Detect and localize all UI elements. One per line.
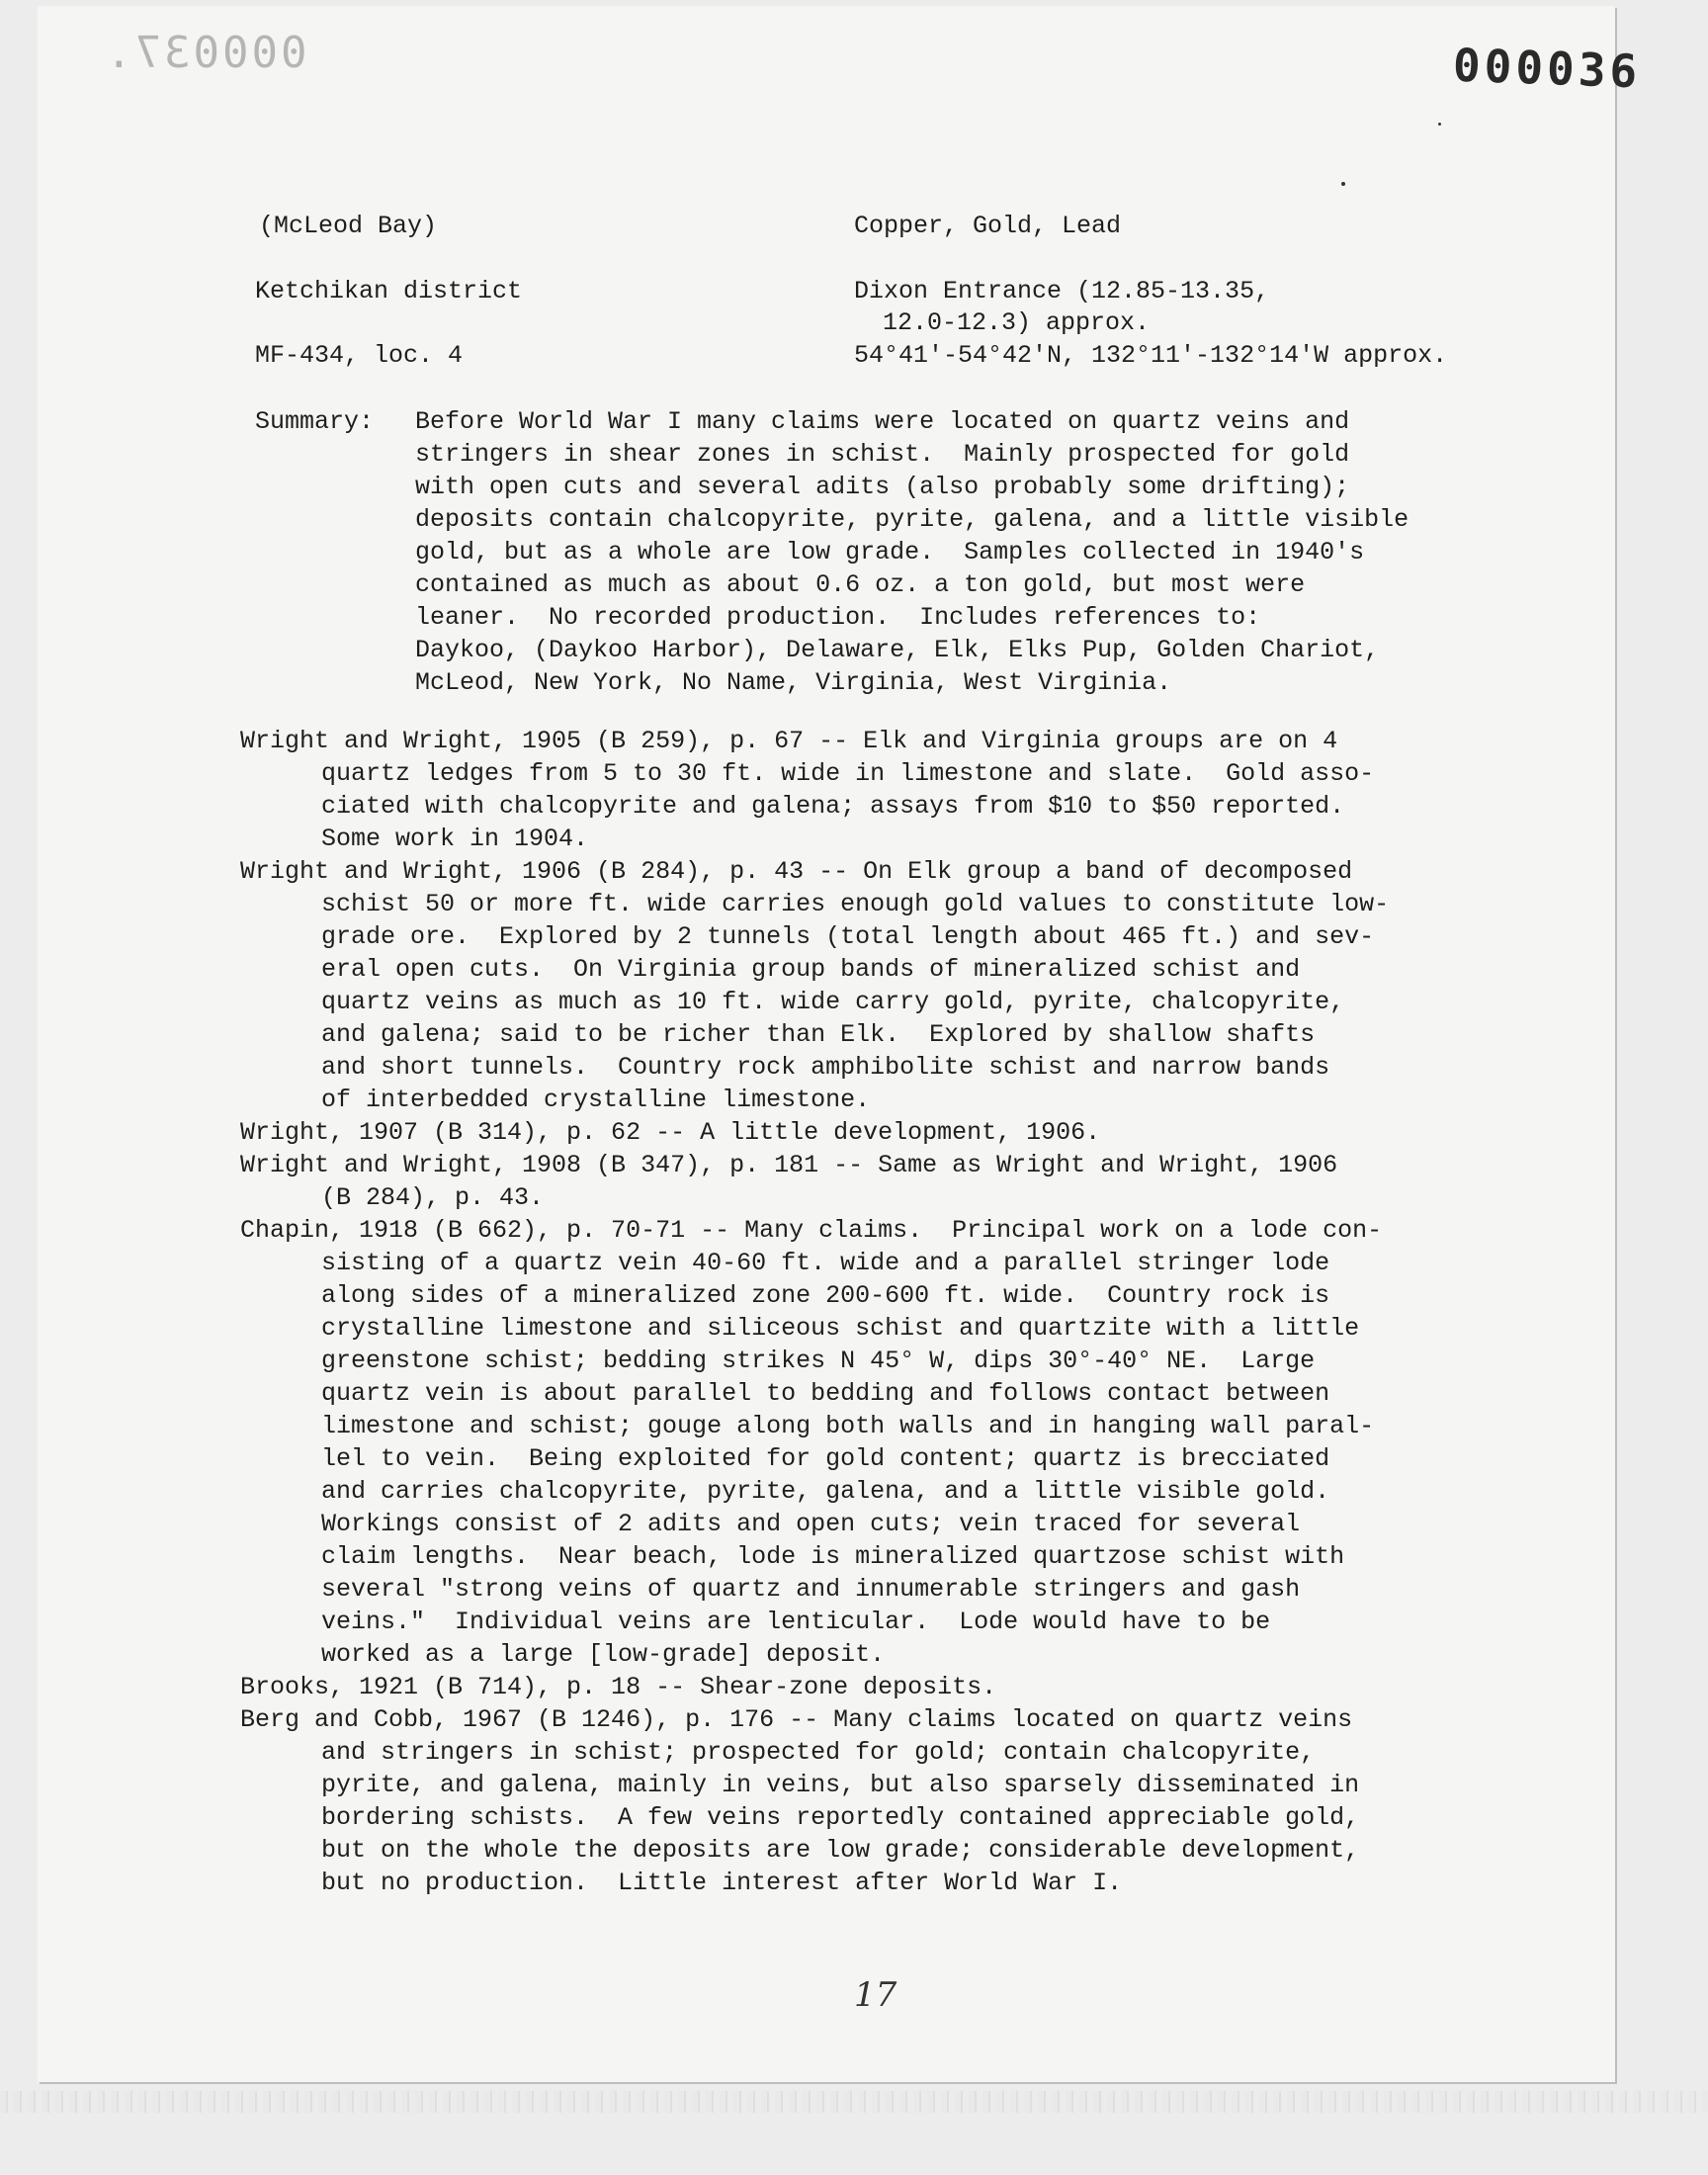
quadrangle-line-2: 12.0-12.3) approx.: [883, 308, 1151, 337]
summary-line: gold, but as a whole are low grade. Samples collected in 1940's: [415, 538, 1365, 566]
reference-entry: [240, 1703, 1525, 1899]
reference-line: sisting of a quartz vein 40-60 ft. wide and a parallel stringer lode: [321, 1249, 1330, 1277]
commodities: Copper, Gold, Lead: [854, 212, 1122, 240]
summary-text: [415, 405, 1512, 699]
reference-line: greenstone schist; bedding strikes N 45° W, dips 30°-40° NE. Large: [321, 1347, 1316, 1375]
reference-line: quartz veins as much as 10 ft. wide carry gold, pyrite, chalcopyrite,: [321, 988, 1345, 1016]
summary-label: Summary:: [255, 407, 375, 436]
reference-line: and galena; said to be richer than Elk. Explored by shallow shafts: [321, 1020, 1316, 1049]
reference-line: several "strong veins of quartz and innumerable stringers and gash: [321, 1575, 1301, 1604]
reference-line: worked as a large [low-grade] deposit.: [321, 1640, 886, 1669]
coordinates: 54°41'-54°42'N, 132°11'-132°14'W approx.: [854, 341, 1448, 370]
summary-line: deposits contain chalcopyrite, pyrite, galena, and a little visible: [415, 505, 1409, 534]
reference-entry: [240, 725, 1525, 855]
reference-entry: [240, 1149, 1525, 1214]
reference-line: grade ore. Explored by 2 tunnels (total length about 465 ft.) and sev-: [321, 922, 1375, 951]
summary-line: Daykoo, (Daykoo Harbor), Delaware, Elk, Elks Pup, Golden Chariot,: [415, 636, 1380, 664]
reference-line: claim lengths. Near beach, lode is mineralized quartzose schist with: [321, 1542, 1345, 1571]
reference-entry: [240, 1671, 1525, 1703]
reference-line: lel to vein. Being exploited for gold content; quartz is brecciated: [321, 1444, 1330, 1473]
reference-line: quartz ledges from 5 to 30 ft. wide in limestone and slate. Gold asso-: [321, 759, 1375, 788]
summary-line: contained as much as about 0.6 oz. a ton gold, but most were: [415, 570, 1306, 599]
summary-line: with open cuts and several adits (also probably some drifting);: [415, 473, 1350, 501]
reference-line: quartz vein is about parallel to bedding and follows contact between: [321, 1379, 1330, 1408]
reference-entry: [240, 1214, 1525, 1671]
reference-line: pyrite, and galena, mainly in veins, but also sparsely disseminated in: [321, 1771, 1360, 1799]
reference-line: and short tunnels. Country rock amphibolite schist and narrow bands: [321, 1053, 1330, 1082]
reference-citation: Wright, 1907 (B 314), p. 62 -- A little development, 1906.: [240, 1118, 1101, 1147]
reference-citation: Wright and Wright, 1905 (B 259), p. 67 -- Elk and Virginia groups are on 4: [240, 727, 1338, 755]
summary-line: Before World War I many claims were located on quartz veins and: [415, 407, 1350, 436]
reference-citation: Chapin, 1918 (B 662), p. 70-71 -- Many claims. Principal work on a lode con-: [240, 1216, 1383, 1245]
map-reference: MF-434, loc. 4: [255, 341, 464, 370]
reference-citation: Wright and Wright, 1908 (B 347), p. 181 -- Same as Wright and Wright, 1906: [240, 1151, 1338, 1179]
stamp-number: 000036: [1452, 38, 1643, 99]
reference-entry: [240, 1116, 1525, 1149]
reference-citation: Brooks, 1921 (B 714), p. 18 -- Shear-zone deposits.: [240, 1673, 997, 1701]
speck: [1341, 182, 1345, 186]
scan-edge: [0, 2091, 1708, 2113]
summary-line: McLeod, New York, No Name, Virginia, West Virginia.: [415, 668, 1172, 697]
reference-line: and stringers in schist; prospected for gold; contain chalcopyrite,: [321, 1738, 1316, 1767]
quadrangle-line-1: Dixon Entrance (12.85-13.35,: [854, 277, 1270, 305]
reference-line: bordering schists. A few veins reportedly contained appreciable gold,: [321, 1803, 1360, 1832]
reference-line: limestone and schist; gouge along both walls and in hanging wall paral-: [321, 1412, 1375, 1440]
location: (McLeod Bay): [259, 212, 438, 240]
faded-stamp-number: 000037.: [103, 28, 307, 78]
reference-line: (B 284), p. 43.: [321, 1183, 545, 1212]
references-list: [240, 725, 1525, 1899]
reference-line: along sides of a mineralized zone 200-600 ft. wide. Country rock is: [321, 1281, 1330, 1310]
reference-line: eral open cuts. On Virginia group bands of mineralized schist and: [321, 955, 1301, 984]
reference-line: ciated with chalcopyrite and galena; assays from $10 to $50 reported.: [321, 792, 1345, 821]
speck: [1438, 123, 1441, 126]
reference-line: but no production. Little interest after World War I.: [321, 1869, 1123, 1897]
summary-line: leaner. No recorded production. Includes references to:: [415, 603, 1261, 632]
page-number: 17: [854, 1975, 897, 2015]
reference-citation: Berg and Cobb, 1967 (B 1246), p. 176 -- Many claims located on quartz veins: [240, 1705, 1353, 1734]
reference-line: of interbedded crystalline limestone.: [321, 1086, 871, 1114]
reference-line: schist 50 or more ft. wide carries enough gold values to constitute low-: [321, 890, 1390, 918]
reference-line: and carries chalcopyrite, pyrite, galena, and a little visible gold.: [321, 1477, 1330, 1506]
reference-line: but on the whole the deposits are low grade; considerable development,: [321, 1836, 1360, 1865]
reference-citation: Wright and Wright, 1906 (B 284), p. 43 -- On Elk group a band of decomposed: [240, 857, 1353, 886]
reference-line: crystalline limestone and siliceous schist and quartzite with a little: [321, 1314, 1360, 1343]
summary-line: stringers in shear zones in schist. Mainly prospected for gold: [415, 440, 1350, 469]
reference-entry: [240, 855, 1525, 1116]
district: Ketchikan district: [255, 277, 523, 305]
reference-line: veins." Individual veins are lenticular. Lode would have to be: [321, 1608, 1271, 1636]
reference-line: Workings consist of 2 adits and open cuts; vein traced for several: [321, 1510, 1301, 1538]
reference-line: Some work in 1904.: [321, 825, 589, 853]
